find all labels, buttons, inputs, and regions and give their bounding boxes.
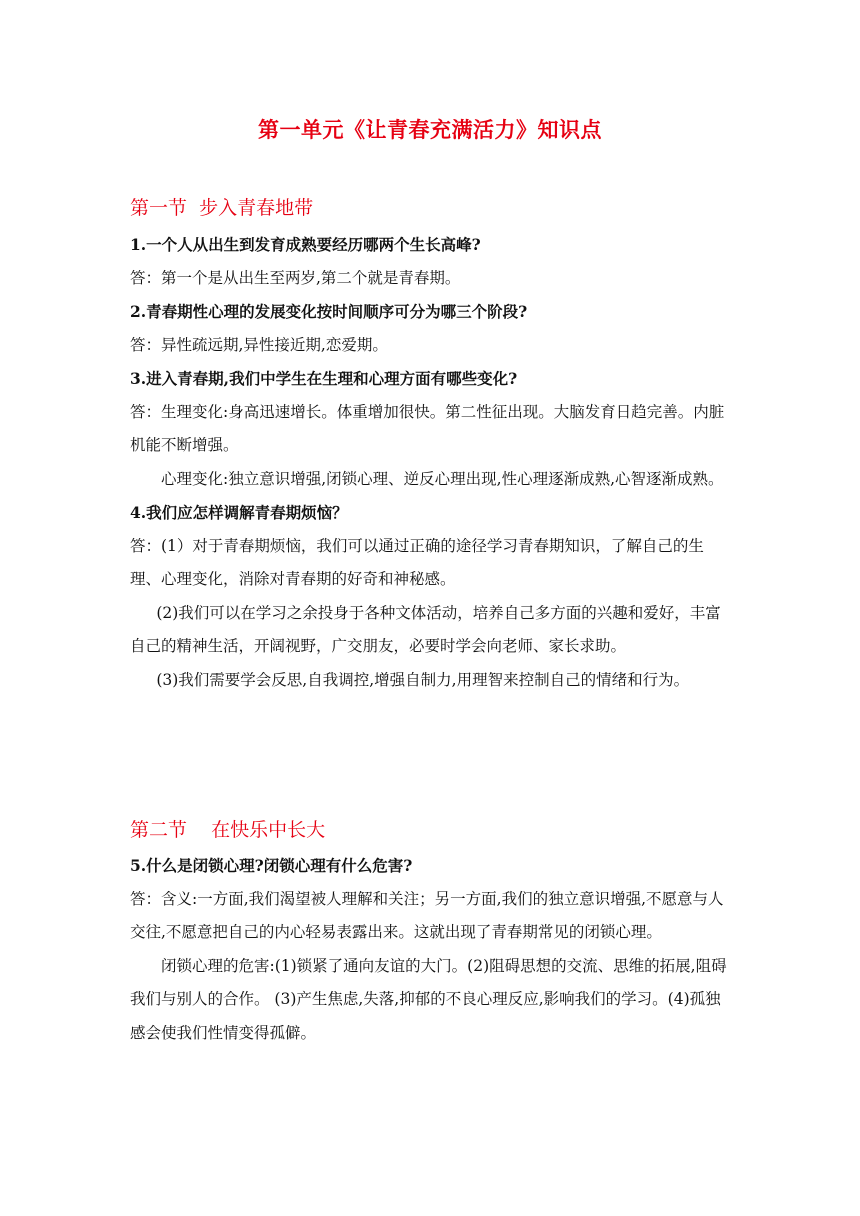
section-heading-1: 第一节 步入青春地带 — [130, 197, 314, 219]
answer-2: 答：异性疏远期,异性接近期,恋爱期。 — [130, 335, 388, 354]
document-title: 第一单元《让青春充满活力》知识点 — [258, 117, 602, 142]
section-heading-2: 第二节 在快乐中长大 — [130, 819, 326, 841]
answer-1: 答：第一个是从出生至两岁,第二个就是青春期。 — [130, 268, 461, 287]
answer-4-point-1: 答：(1）对于青春期烦恼，我们可以通过正确的途径学习青春期知识，了解自己的生理、心理变化，消除对青春期的好奇和神秘感。 — [130, 536, 704, 588]
answer-3-physical: 答：生理变化:身高迅速增长。体重增加很快。第二性征出现。大脑发育日趋完善。内脏机能不断增强。 — [130, 402, 725, 454]
question-1: 1.一个人从出生到发育成熟要经历哪两个生长高峰? — [130, 235, 481, 254]
question-5: 5.什么是闭锁心理?闭锁心理有什么危害? — [130, 856, 413, 875]
answer-4-point-3: (3)我们需要学会反思,自我调控,增强自制力,用理智来控制自己的情绪和行为。 — [156, 670, 690, 689]
answer-3-psychological: 心理变化:独立意识增强,闭锁心理、逆反心理出现,性心理逐渐成熟,心智逐渐成熟。 — [161, 469, 724, 488]
section-2-body — [130, 849, 730, 1050]
answer-5-harms: 闭锁心理的危害:(1)锁紧了通向友谊的大门。(2)阻碍思想的交流、思维的拓展,阻碍我们与别人的合作。 (3)产生焦虑,失落,抑郁的不良心理反应,影响我们的学习。(4)孤独感会使我们性情变得孤僻。 — [130, 956, 727, 1042]
question-4: 4.我们应怎样调解青春期烦恼？ — [130, 503, 348, 522]
section-1-body — [130, 228, 730, 697]
answer-4-point-2: (2)我们可以在学习之余投身于各种文体活动，培养自己多方面的兴趣和爱好，丰富自己的精神生活，开阔视野，广交朋友，必要时学会向老师、家长求助。 — [130, 603, 721, 655]
question-3: 3.进入青春期,我们中学生在生理和心理方面有哪些变化? — [130, 369, 518, 388]
answer-5-definition: 答：含义:一方面,我们渴望被人理解和关注；另一方面,我们的独立意识增强,不愿意与人交往,不愿意把自己的内心轻易表露出来。这就出现了青春期常见的闭锁心理。 — [130, 889, 724, 941]
question-2: 2.青春期性心理的发展变化按时间顺序可分为哪三个阶段? — [130, 302, 528, 321]
